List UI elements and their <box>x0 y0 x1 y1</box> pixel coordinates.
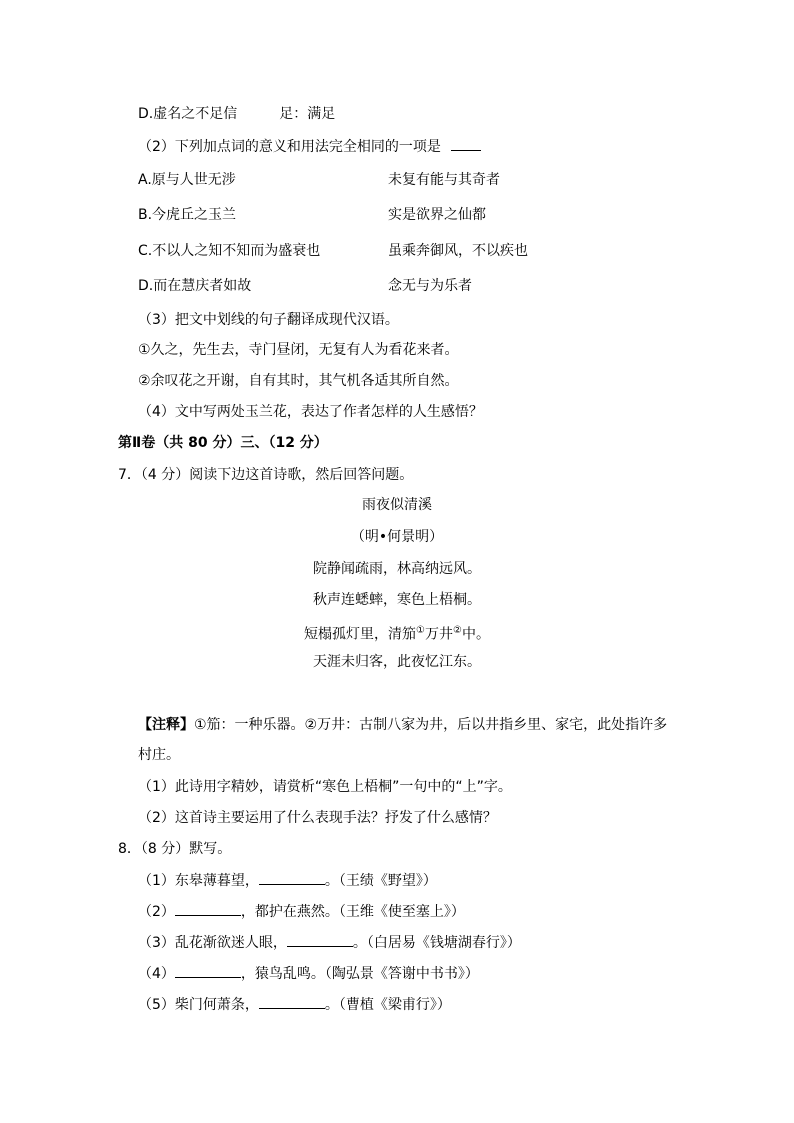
pair-left: C.不以人之知不知而为盛衰也 <box>138 243 321 259</box>
dictation-post: 。（王绩《野望》） <box>324 873 437 889</box>
poem-line-3 <box>0 621 794 645</box>
dictation-pre: （3）乱花渐欲迷人眼， <box>138 935 287 951</box>
poem-line-3-part-b: 万井 <box>425 626 453 643</box>
pair-row-b-right <box>388 205 486 225</box>
section-header: 第Ⅱ卷（共 80 分）三、（12 分） <box>118 435 328 451</box>
note-text-1: ①笳：一种乐器。②万井：古制八家为井，后以井指乡里、家宅，此处指许多 <box>194 717 668 733</box>
dictation-pre: （4） <box>138 966 175 982</box>
q7-sub2: （2）这首诗主要运用了什么表现手法？抒发了什么感情？ <box>138 810 497 826</box>
poem-line-4: 天涯未归客，此夜忆江东。 <box>313 654 481 670</box>
dictation-blank[interactable] <box>259 870 325 885</box>
pair-row-a-right <box>388 170 500 190</box>
dictation-item-5 <box>138 994 451 1015</box>
dictation-pre: （2） <box>138 904 175 920</box>
option-d-gloss: 足：满足 <box>279 106 336 122</box>
note-label: 【注释】 <box>138 717 194 733</box>
pair-row-b <box>138 205 236 225</box>
sub3-prompt: （3）把文中划线的句子翻译成现代汉语。 <box>138 312 399 328</box>
note-line-2: 村庄。 <box>138 747 180 763</box>
dictation-pre: （1）东皋薄暮望， <box>138 873 259 889</box>
pair-row-a <box>138 170 236 190</box>
dictation-blank[interactable] <box>259 994 325 1009</box>
dictation-post: ，都护在燕然。（王维《使至塞上》） <box>240 904 465 920</box>
pair-row-c-right <box>388 241 528 261</box>
sub2-prompt-line <box>138 136 481 157</box>
sentence-2: ②余叹花之开谢，自有其时，其气机各适其所自然。 <box>138 373 459 389</box>
pair-right: 念无与为乐者 <box>388 278 472 294</box>
option-d-line <box>138 104 335 124</box>
sub4-prompt: （4）文中写两处玉兰花，表达了作者怎样的人生感悟？ <box>138 404 483 420</box>
dictation-blank[interactable] <box>287 932 353 947</box>
option-d-word: D.虚名之不足信 <box>138 106 238 122</box>
pair-right: 实是欲界之仙都 <box>388 207 486 223</box>
dictation-blank[interactable] <box>175 901 241 916</box>
dictation-item-2 <box>138 901 465 922</box>
pair-left: D.而在慧庆者如故 <box>138 278 252 294</box>
dictation-post: ，猿鸟乱鸣。（陶弘景《答谢中书书》） <box>240 966 479 982</box>
note-line-1 <box>138 715 667 735</box>
dictation-item-4 <box>138 963 479 984</box>
pair-right: 虽乘奔御风，不以疾也 <box>388 243 528 259</box>
pair-row-d-right <box>388 276 472 296</box>
q8-prompt: 8．（8 分）默写。 <box>118 841 232 857</box>
poem-line-2: 秋声连蟋蟀，寒色上梧桐。 <box>313 592 481 608</box>
q7-prompt: 7．（4 分）阅读下边这首诗歌，然后回答问题。 <box>118 467 414 483</box>
dictation-pre: （5）柴门何萧条， <box>138 997 259 1013</box>
dictation-item-1 <box>138 870 437 891</box>
sentence-1: ①久之，先生去，寺门昼闭，无复有人为看花来者。 <box>138 342 459 358</box>
pair-left: A.原与人世无涉 <box>138 172 236 188</box>
dictation-item-3 <box>138 932 521 953</box>
answer-blank[interactable] <box>451 136 481 151</box>
poem-line-1: 院静闻疏雨，林高纳远风。 <box>313 561 481 577</box>
dictation-blank[interactable] <box>175 963 241 978</box>
poem-title: 雨夜似清溪 <box>362 497 432 513</box>
footnote-marker-2: ② <box>453 625 462 636</box>
footnote-marker-1: ① <box>416 625 425 636</box>
dictation-post: 。（白居易《钱塘湖春行》） <box>352 935 521 951</box>
pair-row-c <box>138 241 320 261</box>
poem-author: （明•何景明） <box>350 529 444 545</box>
pair-row-d <box>138 276 251 296</box>
pair-left: B.今虎丘之玉兰 <box>138 207 237 223</box>
sub2-prompt: （2）下列加点词的意义和用法完全相同的一项是 <box>138 139 441 155</box>
poem-line-3-part-a: 短榻孤灯里，清笳 <box>304 626 417 643</box>
q7-sub1: （1）此诗用字精妙，请赏析“寒色上梧桐”一句中的“上”字。 <box>138 779 512 795</box>
poem-line-3-part-c: 中。 <box>461 626 490 643</box>
pair-right: 未复有能与其奇者 <box>388 172 500 188</box>
dictation-post: 。（曹植《梁甫行》） <box>324 997 451 1013</box>
